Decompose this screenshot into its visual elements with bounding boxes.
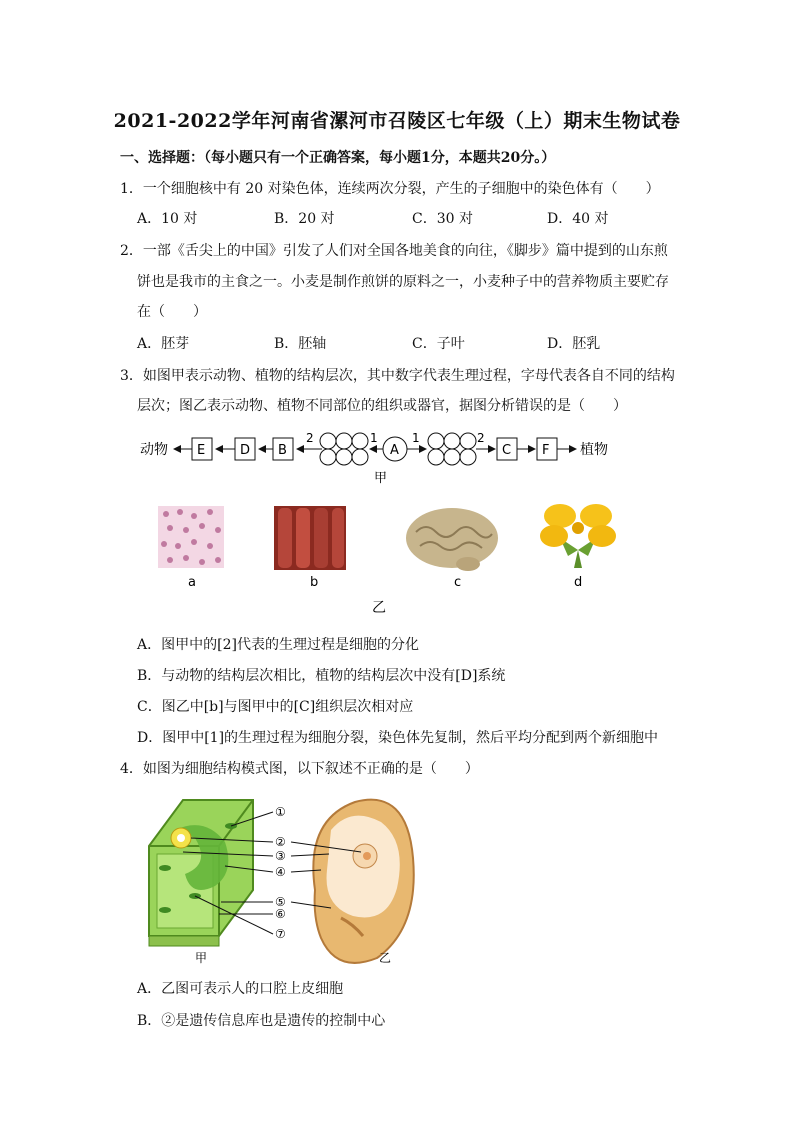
diagram-caption-jia: 甲 [374, 471, 388, 486]
num-1-right: 1 [412, 431, 420, 445]
q2-option-a[interactable]: A．胚芽 [137, 336, 190, 352]
animal-cell [313, 800, 413, 963]
box-e-label: E [197, 443, 206, 458]
label-1: ① [275, 805, 286, 819]
cell-cluster-left [320, 433, 368, 465]
q1-option-c[interactable]: C．30 对 [412, 211, 473, 227]
label-4: ④ [275, 865, 286, 879]
num-2-left: 2 [306, 431, 314, 445]
caption-yi: 乙 [379, 951, 392, 965]
label-3: ③ [275, 849, 286, 863]
box-f-label: F [542, 443, 550, 458]
q1-option-d[interactable]: D．40 对 [547, 211, 609, 227]
q3-option-b[interactable]: B．与动物的结构层次相比，植物的结构层次中没有[D]系统 [137, 668, 506, 684]
q4-option-a[interactable]: A．乙图可表示人的口腔上皮细胞 [137, 981, 344, 997]
q2-stem-line1: 2．一部《舌尖上的中国》引发了人们对全国各地美食的向往，《脚步》篇中提到的山东煎 [120, 243, 668, 259]
box-b-label: B [278, 443, 287, 458]
label-5: ⑤ [275, 895, 286, 909]
q1-stem: 1．一个细胞核中有 20 对染色体，连续两次分裂，产生的子细胞中的染色体有（ ） [120, 181, 660, 197]
plant-label: 植物 [580, 442, 608, 458]
q3-option-d[interactable]: D．图甲中[1]的生理过程为细胞分裂，染色体先复制，然后平均分配到两个新细胞中 [137, 730, 659, 746]
q3-stem-line2: 层次；图乙表示动物、植物不同部位的组织或器官，据图分析错误的是（ ） [137, 398, 627, 414]
q2-stem-line2: 饼也是我市的主食之一。小麦是制作煎饼的原料之一，小麦种子中的营养物质主要贮存 [137, 274, 669, 290]
label-7: ⑦ [275, 927, 286, 941]
q2-option-d[interactable]: D．胚乳 [547, 336, 601, 352]
page-title: 2021-2022学年河南省漯河市召陵区七年级（上）期末生物试卷 [113, 110, 681, 132]
num-2-right: 2 [477, 431, 485, 445]
image-d-flower [540, 504, 616, 568]
label-2: ② [275, 835, 286, 849]
q1-option-a[interactable]: A．10 对 [137, 211, 198, 227]
q4-stem: 4．如图为细胞结构模式图，以下叙述不正确的是（ ） [120, 761, 479, 777]
structure-hierarchy-diagram [130, 428, 630, 488]
image-a-label: a [188, 575, 196, 590]
q2-option-b[interactable]: B．胚轴 [274, 336, 327, 352]
q3-option-c[interactable]: C．图乙中[b]与图甲中的[C]组织层次相对应 [137, 699, 414, 715]
images-caption-yi: 乙 [372, 600, 386, 616]
q4-option-b[interactable]: B．②是遗传信息库也是遗传的控制中心 [137, 1013, 386, 1029]
image-d-label: d [574, 575, 583, 590]
q2-option-c[interactable]: C．子叶 [412, 336, 465, 352]
section-heading: 一、选择题：（每小题只有一个正确答案，每小题1分，本题共20分。） [120, 150, 556, 166]
q2-stem-line3: 在（ ） [137, 304, 207, 320]
image-a-epithelial-tissue [158, 506, 224, 568]
cell-cluster-right [428, 433, 476, 465]
q3-option-a[interactable]: A．图甲中的[2]代表的生理过程是细胞的分化 [137, 637, 419, 653]
plant-cell [149, 800, 253, 946]
box-c-label: C [502, 443, 512, 458]
q3-stem-line1: 3．如图甲表示动物、植物的结构层次，其中数字代表生理过程，字母代表各自不同的结构 [120, 368, 675, 384]
cell-structure-diagram [135, 790, 435, 966]
image-c-brain [406, 508, 498, 571]
circle-a-label: A [390, 443, 399, 458]
animal-label: 动物 [140, 442, 168, 458]
num-1-left: 1 [370, 431, 378, 445]
caption-jia: 甲 [195, 951, 208, 965]
label-6: ⑥ [275, 907, 286, 921]
image-b-muscle-tissue [274, 506, 346, 570]
tissue-images [150, 498, 620, 618]
image-b-label: b [310, 575, 319, 590]
image-c-label: c [454, 575, 462, 590]
q1-option-b[interactable]: B．20 对 [274, 211, 335, 227]
box-d-label: D [240, 443, 251, 458]
